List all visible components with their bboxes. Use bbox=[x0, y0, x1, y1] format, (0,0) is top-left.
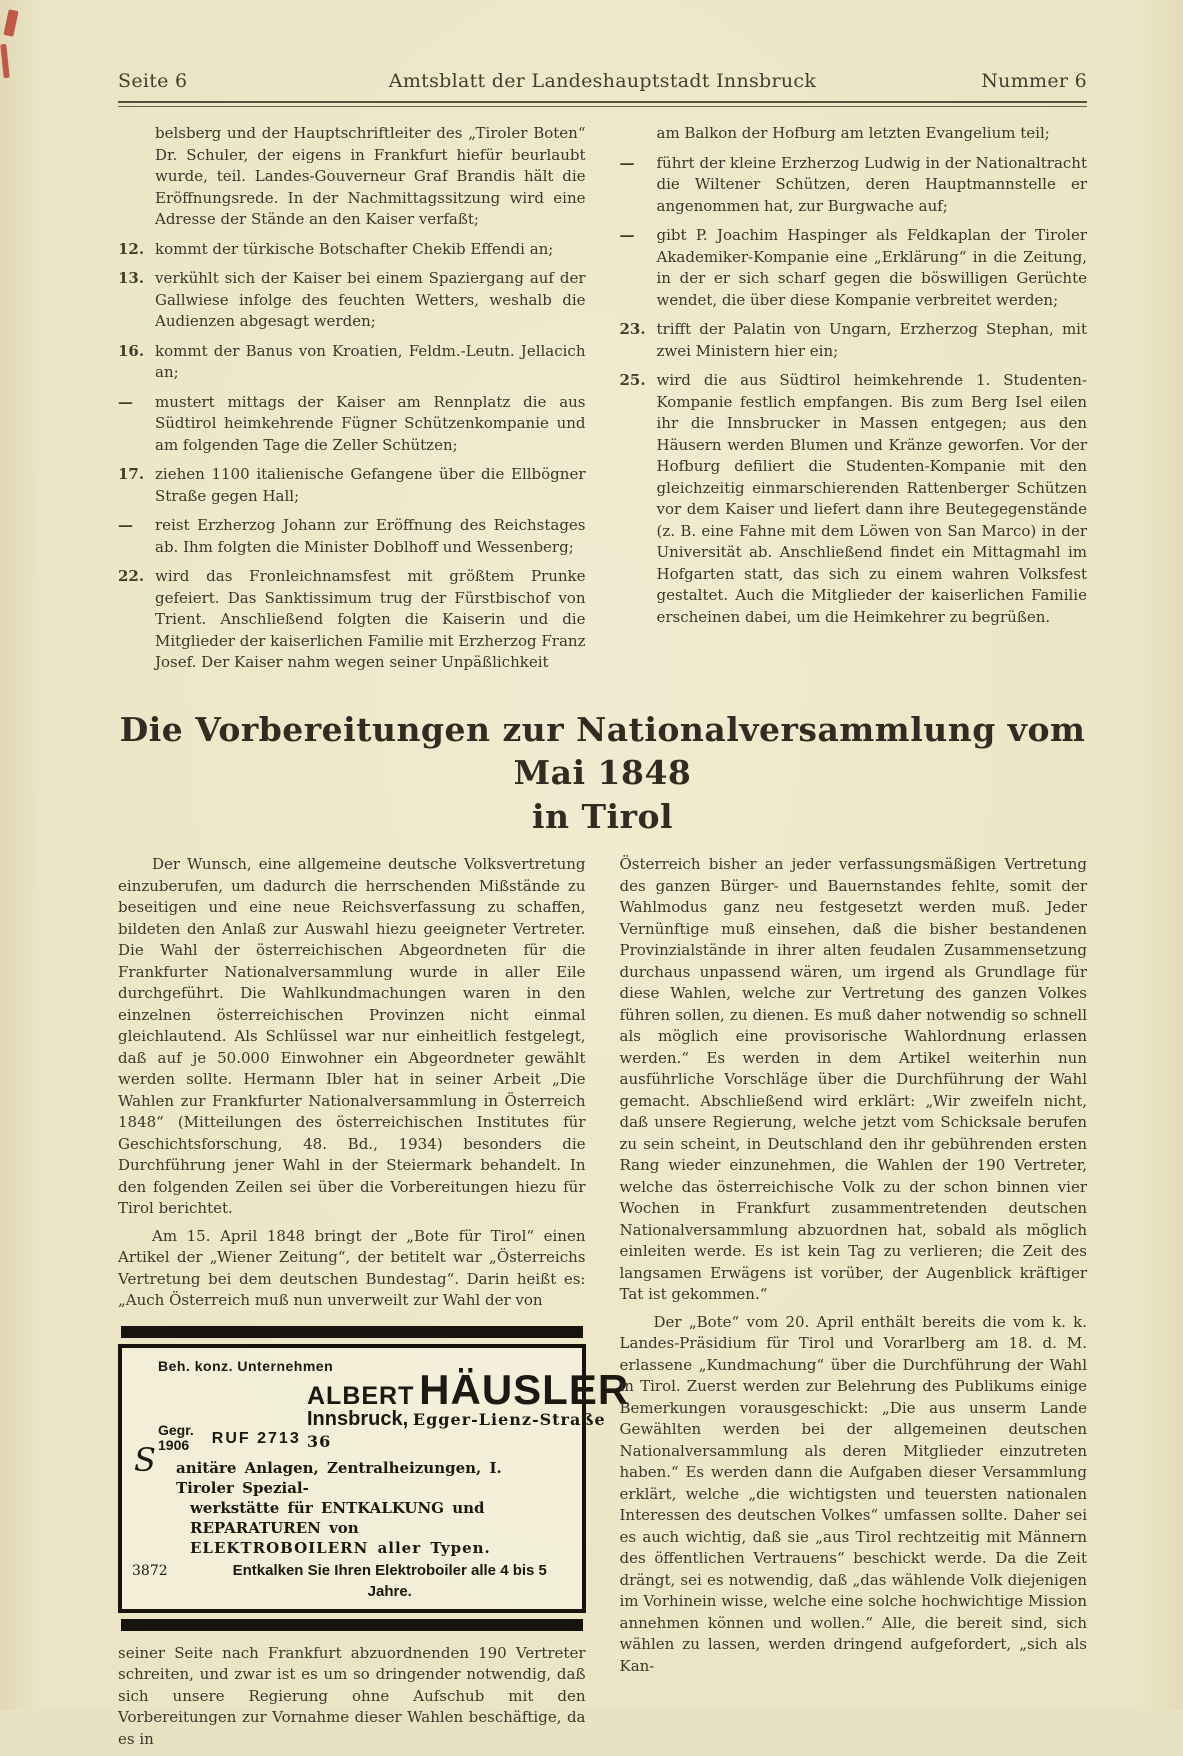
chronicle-entry bbox=[118, 464, 586, 507]
masthead-title: Amtsblatt der Landeshauptstadt Innsbruck bbox=[388, 70, 817, 92]
ad-top-bar bbox=[121, 1326, 583, 1338]
article-paragraph: Am 15. April 1848 bringt der „Bote für Tirol“ einen Artikel der „Wiener Zeitung“, der betitelt war „Österreichs Vertretung bei dem deutschen Bundestag“. Darin heißt es: „Auch Österreich muß nun unverweilt zur Wahl der von bbox=[118, 1226, 586, 1310]
article-paragraph: seiner Seite nach Frankfurt abzuordnenden 190 Vertreter schreiten, und zwar ist es um so dringender notwendig, daß sich unsere Regierung ohne Aufschub mit den Vorbereitungen zur Vornahme dieser Wahlen beschäftige, da es in bbox=[118, 1643, 586, 1748]
red-pen-mark bbox=[0, 44, 10, 78]
issue-number: Nummer 6 bbox=[981, 70, 1087, 92]
article-right-column bbox=[620, 854, 1088, 1756]
article-left-column bbox=[118, 854, 630, 1756]
entry-marker: — bbox=[619, 153, 635, 172]
chronicle-right-column bbox=[620, 123, 1088, 682]
ad-founded-label: Gegr. bbox=[158, 1421, 194, 1438]
ad-founded bbox=[158, 1423, 194, 1454]
chronicle-entry bbox=[118, 239, 586, 261]
ad-company-name bbox=[307, 1366, 630, 1414]
page-number: Seite 6 bbox=[118, 70, 188, 92]
entry-text: am Balkon der Hofburg am letzten Evangelium teil; bbox=[656, 124, 1050, 142]
ad-left-block bbox=[132, 1423, 307, 1454]
entry-text: gibt P. Joachim Haspinger als Feldkaplan der Tiroler Akademiker-Kompanie eine „Erklärung“ in die Zeitung, in der er sich scharf gegen die böswilligen Gerüchte wendet, die über diese Kompanie verbreitet werden; bbox=[656, 226, 1087, 309]
chronicle-entry bbox=[155, 123, 586, 231]
article-body bbox=[118, 854, 1087, 1756]
chronicle-entry bbox=[619, 370, 1088, 628]
masthead bbox=[118, 70, 1087, 92]
ad-frame bbox=[118, 1344, 630, 1613]
chronicle-entry bbox=[118, 341, 586, 384]
ad-slogan: Entkalken Sie Ihren Elektroboiler alle 4 bis 5 Jahre. bbox=[232, 1561, 547, 1601]
entry-marker: 16. bbox=[118, 341, 145, 360]
entry-text: belsberg und der Hauptschriftleiter des „Tiroler Boten“ Dr. Schuler, der eigens in Frankfurt hiefür beurlaubt wurde, teil. Landes-Gouverneur Graf Brandis hält die Eröffnungsrede. In der Nachmittagssitzung wird eine Adresse der Stände an den Kaiser verfaßt; bbox=[155, 124, 586, 228]
ad-city: Innsbruck, bbox=[307, 1407, 409, 1430]
entry-marker: 25. bbox=[619, 371, 646, 389]
red-pen-mark bbox=[3, 9, 18, 37]
entry-marker: 13. bbox=[118, 269, 145, 287]
chronicle-entry bbox=[619, 319, 1088, 362]
ad-bottom-bar bbox=[121, 1619, 583, 1631]
chronicle-entry bbox=[619, 225, 1088, 311]
chronicle-left-column bbox=[118, 123, 586, 682]
article-paragraph: Der „Bote“ vom 20. April enthält bereits die vom k. k. Landes-Präsidium für Tirol und Vorarlberg am 18. d. M. erlassene „Kundmachung“ über die Durchführung der Wahl in Tirol. Zuerst werden zur Belehrung des Publikums einige Bemerkungen vorausgeschickt: „Die aus unserm Lande Gewählten werden bei der allgemeinen deutschen Nationalversammlung als deren Mitglieder einzutreten haben.“ Es werden dann die Aufgaben dieser Versammlung erklärt, welche „die wichtigsten und teuersten nationalen Interessen des deutschen Volkes“ umfassen sollte. Daher sei es auch wichtig, daß sie „aus Tirol rechtzeitig mit Männern des öffentlichen Vertrauens“ beschickt werde. Da die Zeit drängt, sei es notwendig, daß „das wählende Volk diejenigen im Vorhinein wisse, welche eine solche hochwichtige Mission annehmen können und wollen.“ Alle, die bereit sind, sich wählen zu lassen, werden dringend aufgefordert, „sich als Kan- bbox=[619, 1312, 1087, 1675]
chronicle-entry bbox=[118, 268, 586, 333]
advertisement-haeusler bbox=[118, 1326, 630, 1631]
entry-text: mustert mittags der Kaiser am Rennplatz die aus Südtirol heimkehrende Fügner Schützenkompanie und am folgenden Tage die Zeller Schützen; bbox=[155, 392, 586, 454]
chronicle-entry bbox=[657, 123, 1088, 145]
ad-address bbox=[307, 1409, 629, 1454]
entry-text: kommt der türkische Botschafter Chekib Effendi an; bbox=[155, 239, 554, 258]
ad-street: Egger-Lienz-Straße 36 bbox=[307, 1409, 606, 1452]
article-paragraph: Österreich bisher an jeder verfassungsmäßigen Vertretung des ganzen Bürger- und Bauernstandes fehlte, somit der Wahlmodus ganz neu festgesetzt werden muß. Jeder Vernünftige muß einsehen, daß die bisher bestandenen Provinzialstände in ihrer alten feudalen Zusammensetzung durchaus unpassend wären, um irgend als Grundlage für diese Wahlen, welche zur Vertretung des ganzen Volkes führen sollen, zu dienen. Es muß daher notwendig so schnell als möglich eine provisorische Wahlordnung erlassen werden.“ Es werden in dem Artikel weiterhin nun ausführliche Vorschläge über die Durchführung der Wahl gemacht. Abschließend wird erklärt: „Wir zweifeln nicht, daß unsere Regierung, welche jetzt vom Schicksale berufen zu sein scheint, in Deutschland den ihr gebührenden ersten Rang wieder einzunehmen, die Wahlen der 190 Vertreter, welche das österreichische Volk zu der schon binnen vier Wochen in Frankfurt zusammentretenden deutschen Nationalversammlung abzuordnen hat, sobald als möglich einleiten werde. Es ist kein Tag zu verlieren; die Zeit des langsamen Erwägens ist vorüber, der Augenblick kräftiger Tat ist gekommen.“ bbox=[619, 855, 1087, 1304]
article-paragraph: Der Wunsch, eine allgemeine deutsche Volksvertretung einzuberufen, um dadurch die herrschenden Mißstände zu beseitigen und eine neue Reichsverfassung zu schaffen, bildeten den Anlaß zur Auswahl hiezu geeigneter Vertreter. Die Wahl der österreichischen Abgeordneten für die Frankfurter Nationalversammlung wurde in aller Eile durchgeführt. Die Wahlkundmachungen waren in den einzelnen österreichischen Provinzen nicht einmal gleichlautend. Als Schlüssel war nur einheitlich festgelegt, daß auf je 50.000 Einwohner ein Abgeordneter gewählt werden sollte. Hermann Ibler hat in seiner Arbeit „Die Wahlen zur Frankfurter Nationalversammlung in Österreich 1848“ (Mitteilungen des österreichischen Institutes für Geschichtsforschung, 48. Bd., 1934) besonders die Durchführung jener Wahl in der Steiermark behandelt. In den folgenden Zeilen sei über die Vorbereitungen hiezu für Tirol berichtet. bbox=[118, 855, 586, 1218]
chronicle-entry bbox=[118, 392, 586, 457]
headline-line1: Die Vorbereitungen zur Nationalversammlung vom Mai 1848 bbox=[119, 709, 1086, 793]
ad-first-name: ALBERT bbox=[307, 1382, 415, 1411]
chronicle-section bbox=[118, 123, 1087, 682]
decorative-initial: S bbox=[134, 1440, 156, 1479]
entry-text: wird das Fronleichnamsfest mit größtem Prunke gefeiert. Das Sanktissimum trug der Fürstbischof von Trient. Anschließend folgten die Kaiserin und die Mitglieder der kaiserlichen Familie mit Erzherzog Franz Josef. Der Kaiser nahm wegen seiner Unpäßlichkeit bbox=[155, 567, 586, 671]
chronicle-entry bbox=[619, 153, 1088, 218]
masthead-rule bbox=[118, 101, 1087, 107]
chronicle-entry bbox=[118, 515, 586, 558]
entry-text: trifft der Palatin von Ungarn, Erzherzog Stephan, mit zwei Ministern hier ein; bbox=[656, 320, 1087, 360]
ad-services-line2: werkstätte für ENTKALKUNG und REPARATUREN von bbox=[190, 1498, 485, 1537]
ad-main-row bbox=[132, 1366, 630, 1454]
ad-services-line1-text: anitäre Anlagen, Zentralheizungen, I. Tiroler Spezial- bbox=[176, 1458, 502, 1497]
entry-text: ziehen 1100 italienische Gefangene über die Ellbögner Straße gegen Hall; bbox=[155, 465, 586, 505]
entry-marker: 12. bbox=[118, 239, 145, 258]
ad-founded-year: 1906 bbox=[158, 1437, 190, 1454]
ad-footer-row bbox=[132, 1560, 568, 1603]
ad-phone-number: RUF 2713 bbox=[211, 1429, 301, 1447]
headline-line2: in Tirol bbox=[531, 796, 674, 836]
entry-marker: — bbox=[118, 392, 133, 411]
entry-marker: 23. bbox=[619, 320, 646, 338]
article-headline bbox=[118, 708, 1087, 839]
ad-company-block bbox=[307, 1366, 630, 1454]
chronicle-entry bbox=[118, 566, 586, 674]
ad-reference-number: 3872 bbox=[132, 1562, 168, 1579]
entry-marker: 17. bbox=[118, 465, 145, 483]
entry-text: reist Erzherzog Johann zur Eröffnung des Reichstages ab. Ihm folgten die Minister Doblhoff und Wessenberg; bbox=[155, 516, 586, 556]
ad-last-name: HÄUSLER bbox=[419, 1366, 630, 1414]
entry-text: kommt der Banus von Kroatien, Feldm.-Leutn. Jellacich an; bbox=[155, 341, 586, 381]
entry-marker: 22. bbox=[118, 567, 145, 585]
entry-text: führt der kleine Erzherzog Ludwig in der Nationaltracht die Wiltener Schützen, deren Hauptmannstelle er angenommen hat, zur Burgwache auf; bbox=[656, 153, 1087, 215]
entry-marker: — bbox=[118, 516, 133, 534]
ad-services-line3: ELEKTROBOILERN aller Typen. bbox=[190, 1538, 491, 1557]
entry-text: wird die aus Südtirol heimkehrende 1. Studenten-Kompanie festlich empfangen. Bis zum Berg Isel eilen ihr die Innsbrucker in Massen entgegen; aus den Häusern werden Blumen und Kränze geworfen. Vor der Hofburg defiliert die Studenten-Kompanie mit den gleichzeitig einmarschierenden Rattenberger Schützen vor dem Kaiser und liefert dann ihre Beutegegenstände (z. B. eine Fahne mit dem Löwen von San Marco) in der Universität ab. Anschließend findet ein Mittagmahl im Hofgarten statt, das sich zu einem wahren Volksfest gestaltet. Auch die Mitglieder der kaiserlichen Familie erscheinen dabei, um die Heimkehrer zu begrüßen. bbox=[656, 371, 1087, 626]
ad-license-note: Beh. konz. Unternehmen bbox=[158, 1357, 334, 1374]
entry-marker: — bbox=[619, 226, 635, 244]
entry-text: verkühlt sich der Kaiser bei einem Spaziergang auf der Gallwiese infolge des feuchten Wetters, weshalb die Audienzen abgesagt werden; bbox=[155, 269, 586, 330]
